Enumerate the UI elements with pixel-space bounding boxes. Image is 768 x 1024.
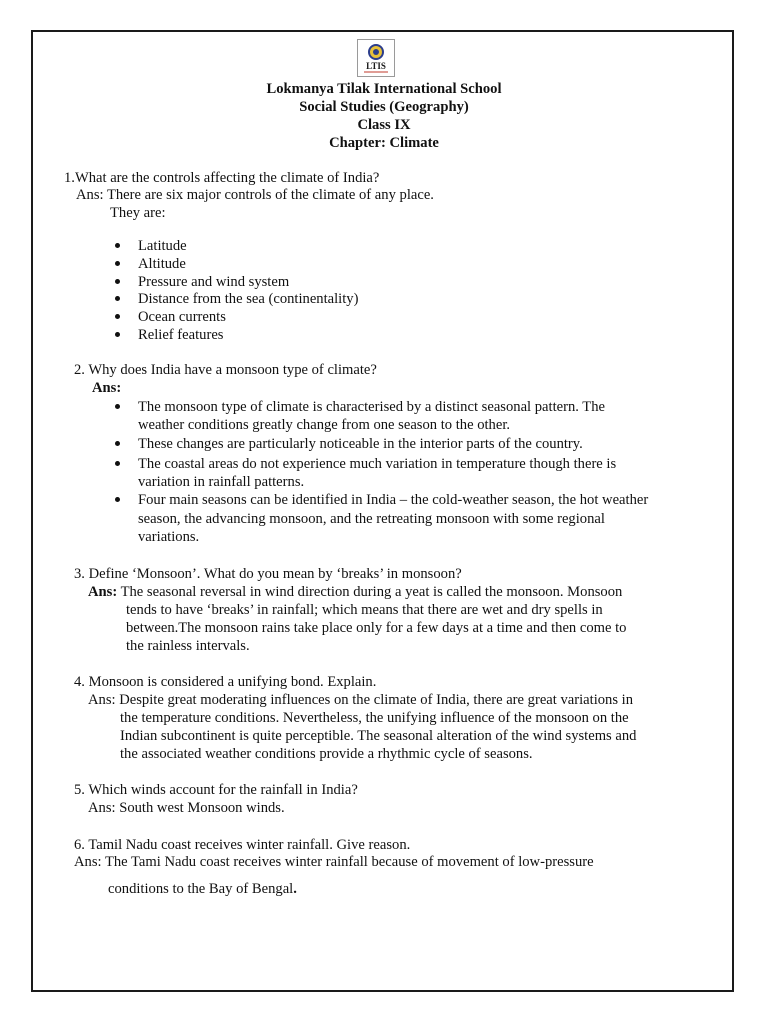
q3-ans-label: Ans: <box>88 584 118 600</box>
school-logo <box>357 39 395 77</box>
q2-bullet-cont: variation in rainfall patterns. <box>138 474 305 490</box>
subject-title: Social Studies (Geography) <box>299 99 469 115</box>
q3-answer-line: between.The monsoon rains take place only for a few days at a time and then come to <box>126 620 627 636</box>
q2-ans-label: Ans: <box>92 380 122 396</box>
q3-answer-line <box>88 583 622 601</box>
q2-bullet-cont: weather conditions greatly change from one season to the other. <box>138 417 511 433</box>
q2-bullet: The coastal areas do not experience much variation in temperature though there is <box>138 456 617 472</box>
q3-answer-line: the rainless intervals. <box>126 638 250 654</box>
q1-bullet: Altitude <box>138 256 186 272</box>
q6-question: 6. Tamil Nadu coast receives winter rainfall. Give reason. <box>74 837 411 853</box>
q4-answer-line: the associated weather conditions provide a rhythmic cycle of seasons. <box>120 746 533 762</box>
q3-answer-text: The seasonal reversal in wind direction during a yeat is called the monsoon. Monsoon <box>117 584 623 600</box>
q6-answer-line <box>108 880 297 898</box>
school-name: Lokmanya Tilak International School <box>266 81 502 97</box>
q2-bullet-cont: variations. <box>138 529 200 545</box>
q1-answer-intro: Ans: There are six major controls of the climate of any place. <box>76 187 434 203</box>
q4-question: 4. Monsoon is considered a unifying bond. Explain. <box>74 674 377 690</box>
q4-answer-line: the temperature conditions. Nevertheless, the unifying influence of the monsoon on the <box>120 710 629 726</box>
q3-question: 3. Define ‘Monsoon’. What do you mean by ‘breaks’ in monsoon? <box>74 566 462 582</box>
q1-bullet: Relief features <box>138 327 224 343</box>
q1-bullet: Ocean currents <box>138 309 226 325</box>
q1-question: 1.What are the controls affecting the climate of India? <box>64 170 380 186</box>
q1-bullet: Latitude <box>138 238 187 254</box>
q4-answer-line: Ans: Despite great moderating influences on the climate of India, there are great variations in <box>88 692 634 708</box>
q5-answer: Ans: South west Monsoon winds. <box>88 800 285 816</box>
chapter-title: Chapter: Climate <box>329 135 439 151</box>
q4-answer-line: Indian subcontinent is quite perceptible. The seasonal alteration of the wind systems and <box>120 728 637 744</box>
q3-answer-line: tends to have ‘breaks’ in rainfall; which means that there are wet and dry spells in <box>126 602 603 618</box>
q6-answer-text: conditions to the Bay of Bengal <box>108 881 294 897</box>
q1-bullet: Pressure and wind system <box>138 274 290 290</box>
logo-emblem-icon <box>358 40 394 76</box>
q1-answer-sub: They are: <box>110 205 166 221</box>
q2-bullet: The monsoon type of climate is characterised by a distinct seasonal pattern. The <box>138 399 605 415</box>
q2-question: 2. Why does India have a monsoon type of climate? <box>74 362 377 378</box>
q2-bullet: These changes are particularly noticeable in the interior parts of the country. <box>138 436 583 452</box>
q6-answer-end: . <box>293 881 297 897</box>
q5-question: 5. Which winds account for the rainfall in India? <box>74 782 358 798</box>
class-title: Class IX <box>357 117 411 133</box>
logo-text: LTIS <box>366 61 386 71</box>
q2-bullet: Four main seasons can be identified in India – the cold-weather season, the hot weather <box>138 492 649 508</box>
q6-answer-line: Ans: The Tami Nadu coast receives winter rainfall because of movement of low-pressure <box>74 854 594 870</box>
q2-bullet-cont: season, the advancing monsoon, and the retreating monsoon with some regional <box>138 511 605 527</box>
q1-bullet: Distance from the sea (continentality) <box>138 291 359 307</box>
